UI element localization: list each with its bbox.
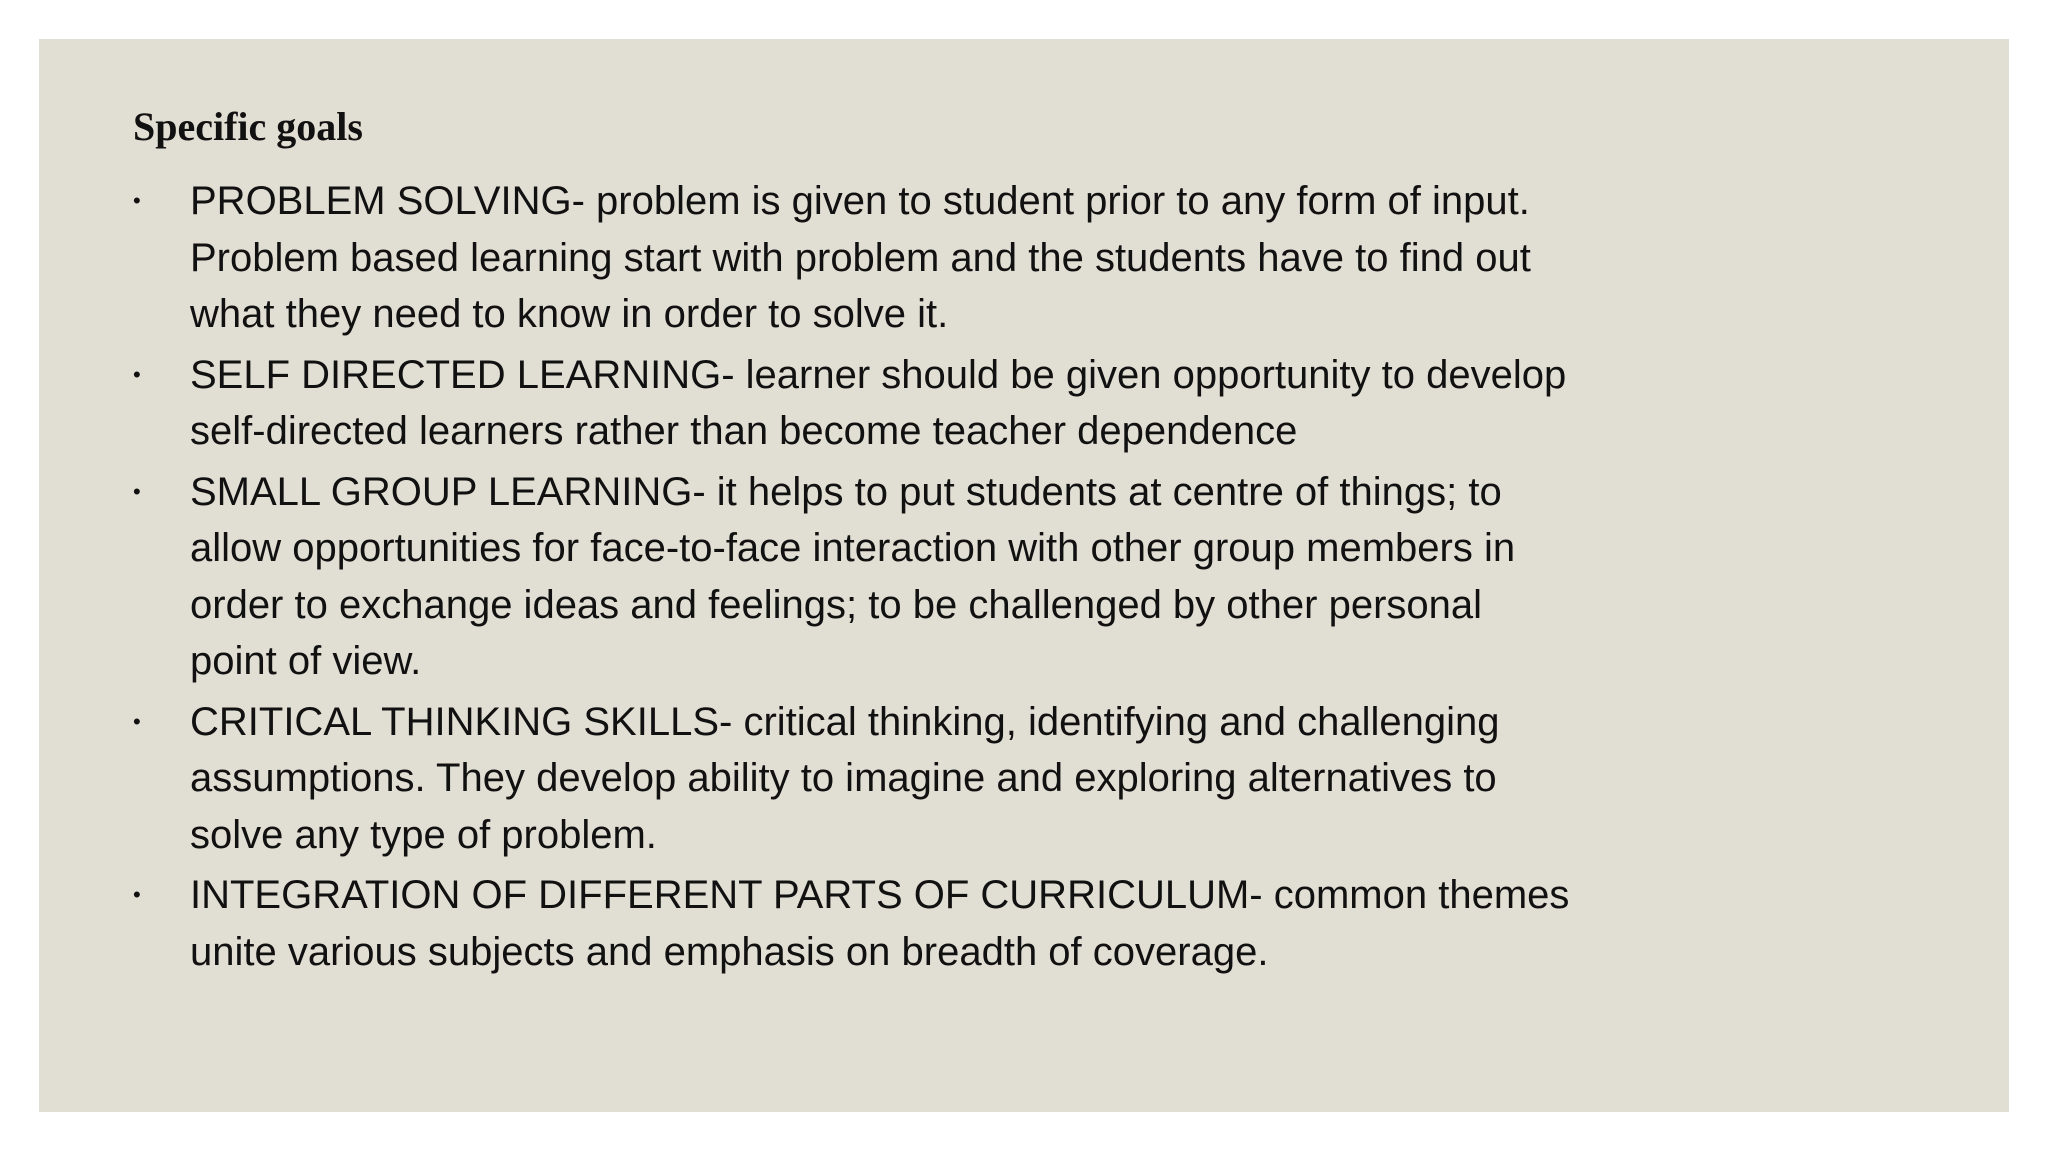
bullet-icon: •	[133, 708, 141, 734]
goal-item	[133, 347, 1573, 460]
goal-item	[133, 173, 1573, 343]
goal-text: SMALL GROUP LEARNING- it helps to put students at centre of things; to allow opportunities for face-to-face interaction with other group members in order to exchange ideas and feelings; to be challenged by other personal point of view.	[190, 469, 1516, 683]
goal-text: INTEGRATION OF DIFFERENT PARTS OF CURRICULUM- common themes unite various subjects and emphasis on breadth of coverage.	[190, 873, 1570, 974]
slide	[39, 39, 2009, 1112]
goal-text: CRITICAL THINKING SKILLS- critical thinking, identifying and challenging assumptions. They develop ability to imagine and exploring alternatives to solve any type of problem.	[190, 699, 1500, 857]
goal-item	[133, 694, 1573, 864]
bullet-icon: •	[133, 188, 141, 213]
goal-text: SELF DIRECTED LEARNING- learner should be given opportunity to develop self-directed learners rather than become teacher dependence	[190, 352, 1567, 453]
goal-text: PROBLEM SOLVING- problem is given to student prior to any form of input. Problem based learning start with problem and the students have to find out what they need to know in order to solve it.	[190, 179, 1531, 336]
goals-list	[133, 173, 1573, 984]
bullet-icon: •	[133, 882, 141, 907]
goal-item	[133, 867, 1573, 980]
slide-heading: Specific goals	[133, 104, 363, 149]
bullet-icon: •	[133, 361, 141, 387]
goal-item	[133, 464, 1573, 690]
bullet-icon: •	[133, 478, 141, 504]
